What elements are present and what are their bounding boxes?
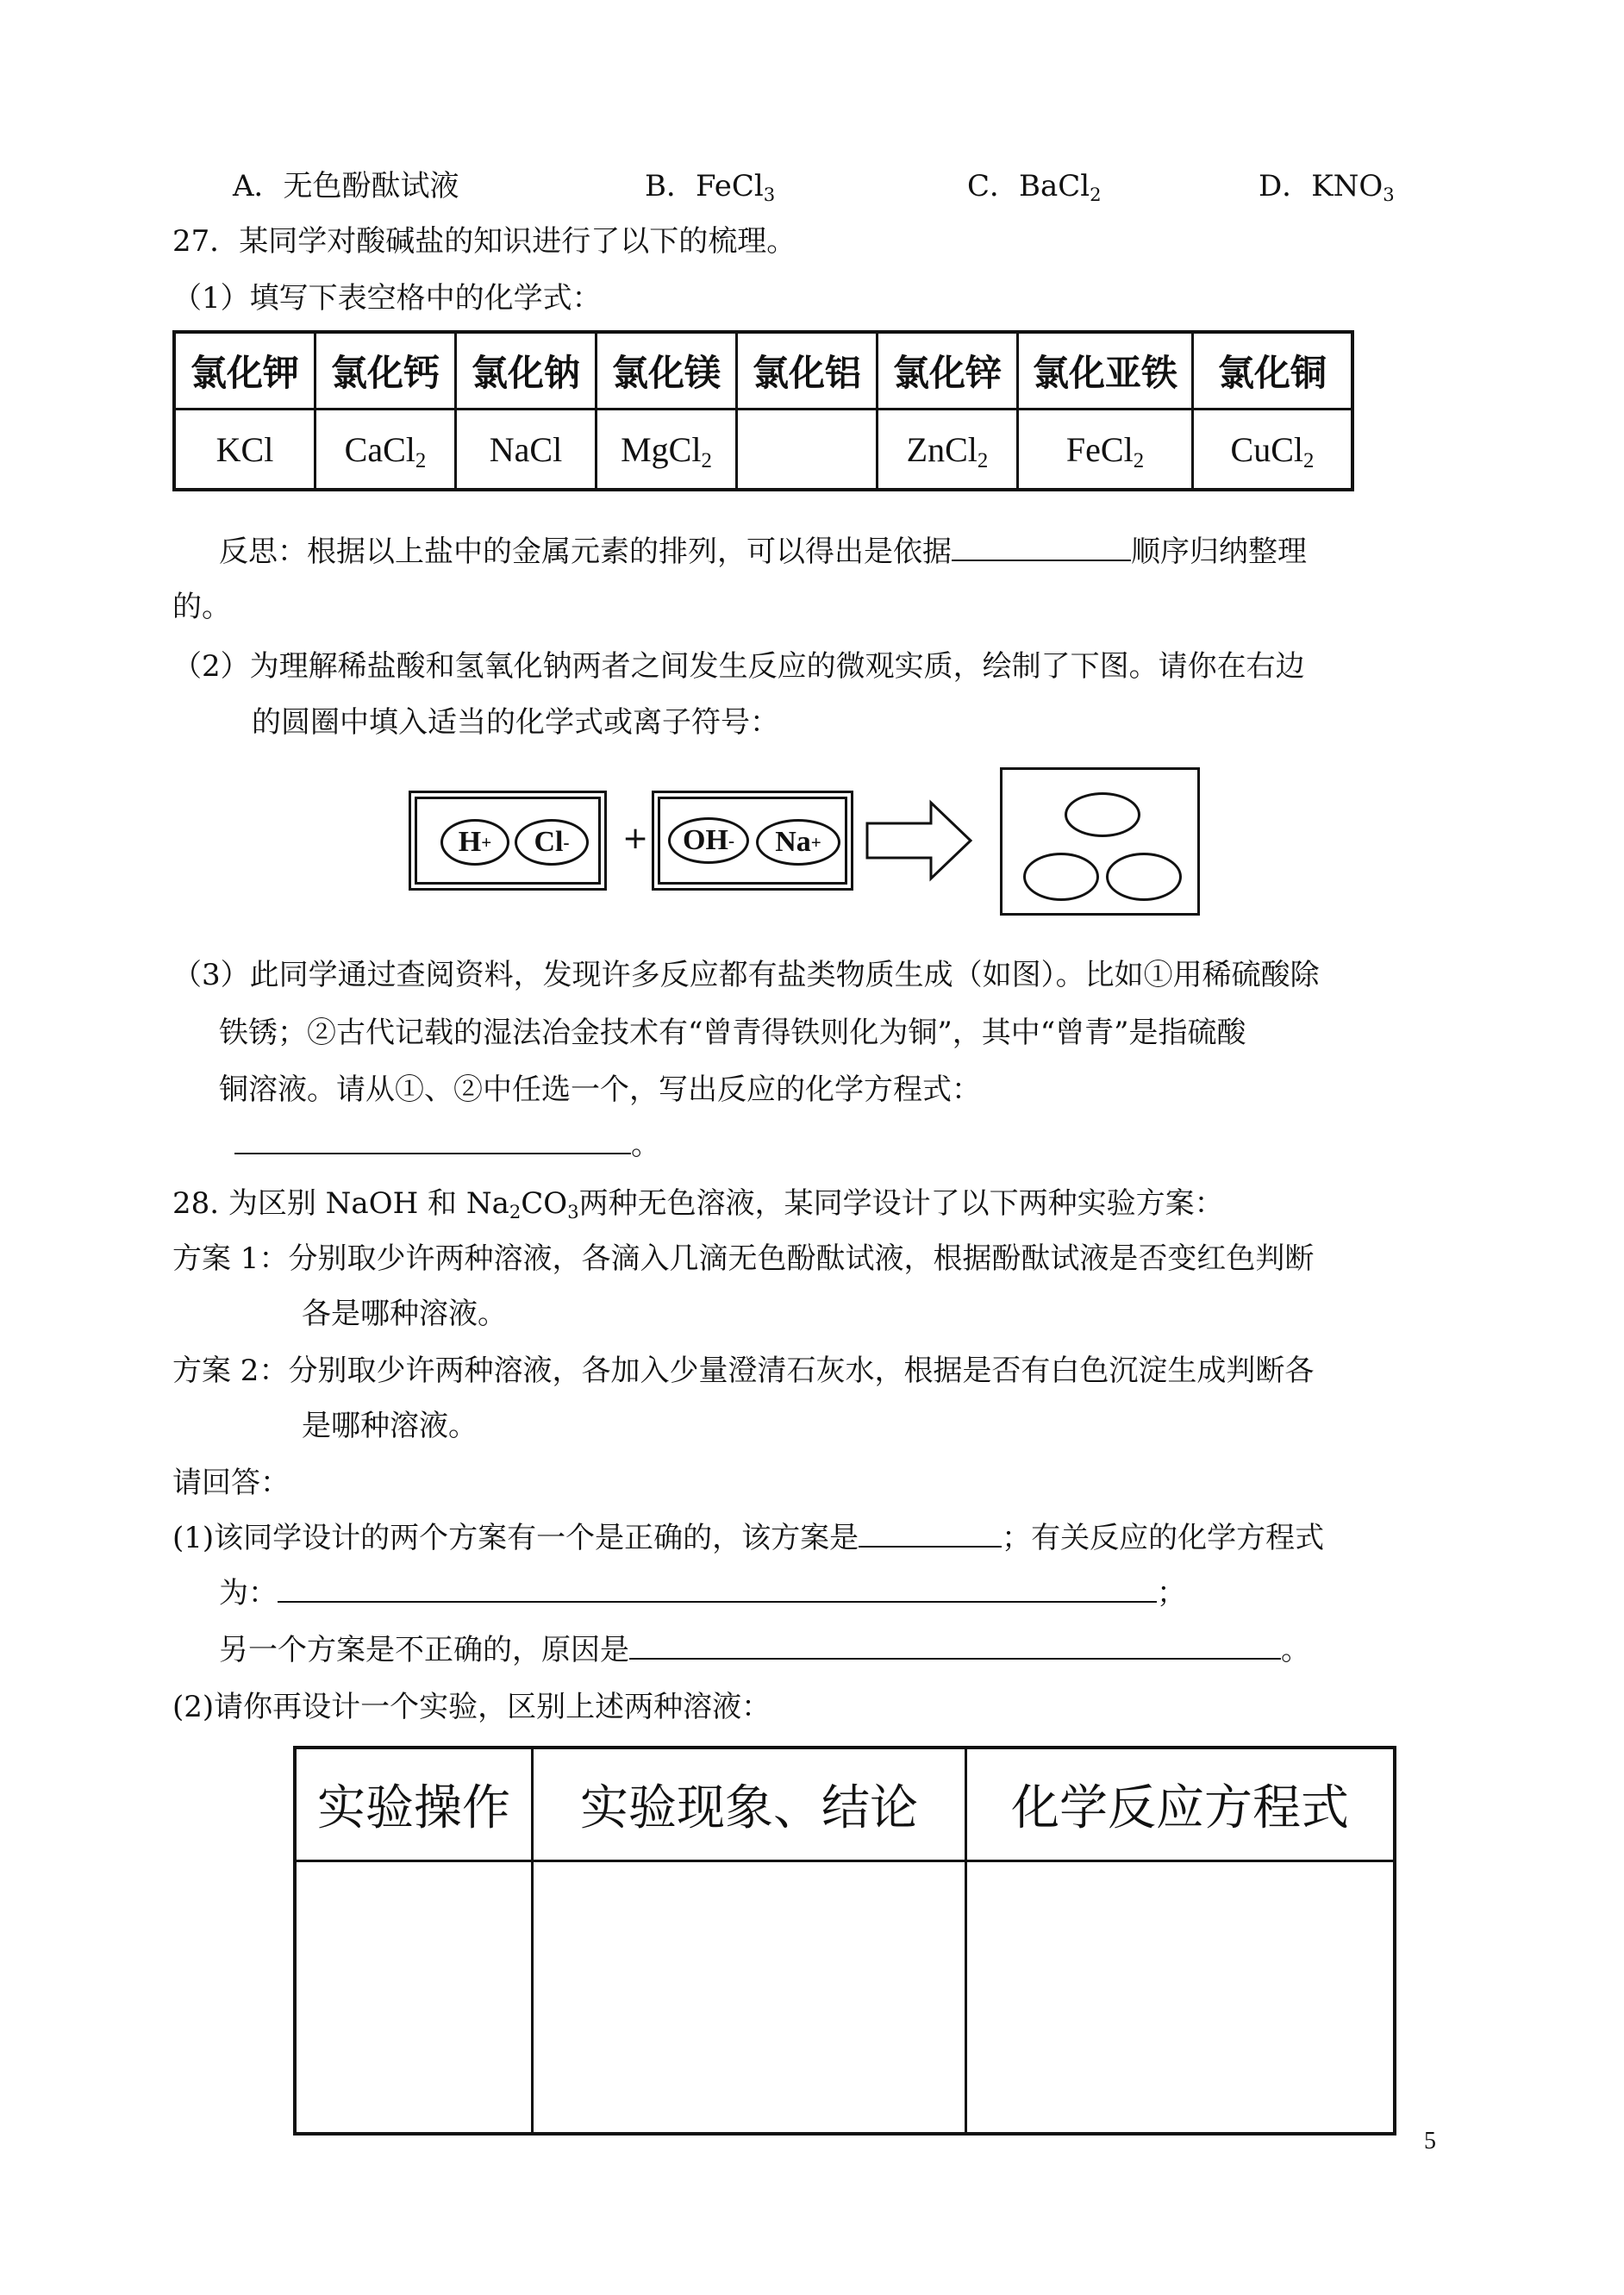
q28-q1-line2: 为： ；	[219, 1576, 1186, 1610]
q28-intro: 28. 为区别 NaOH 和 $Na_2CO_3$两种无色溶液，某同学设计了以下两种实验方案：	[172, 1186, 1224, 1223]
q28-q2: (2)请你再设计一个实验，区别上述两种溶液：	[172, 1690, 771, 1724]
q27-reflect-end: 的。	[172, 590, 231, 624]
salt-name: 氯化铝	[737, 332, 878, 410]
salt-formula-blank[interactable]	[737, 410, 878, 491]
q27-reflect: 反思：根据以上盐中的金属元素的排列，可以得出是依据 顺序归纳整理	[219, 535, 1307, 569]
salt-name: 氯化亚铁	[1018, 332, 1193, 410]
salt-name: 氯化钙	[315, 332, 456, 410]
option-b: B．FeCl$_3$	[645, 169, 776, 205]
q27-part3-answer: 。	[234, 1121, 660, 1163]
q27-part3-line3: 铜溶液。请从①、②中任选一个，写出反应的化学方程式：	[219, 1072, 981, 1107]
q27-part1: （1）填写下表空格中的化学式：	[172, 281, 602, 316]
option-d: D．$KNO_3$	[1259, 169, 1395, 205]
ion-oval: OH -	[668, 817, 749, 864]
answer-blank[interactable]	[234, 1127, 631, 1154]
answer-blank[interactable]	[952, 534, 1131, 561]
salt-formula: CaCl$_2$	[315, 410, 456, 491]
experiment-table	[293, 1746, 1396, 2136]
salt-formula: MgCl$_2$	[597, 410, 737, 491]
q28-plan1-cont: 各是哪种溶液。	[302, 1297, 507, 1331]
answer-oval[interactable]	[1023, 853, 1099, 901]
answer-blank[interactable]	[278, 1575, 1157, 1603]
page-number: 5	[1424, 2128, 1436, 2154]
salt-name: 氯化镁	[597, 332, 737, 410]
acid-box	[409, 791, 607, 891]
q27-part3-line2: 铁锈；②古代记载的湿法冶金技术有“曾青得铁则化为铜”，其中“曾青”是指硫酸	[219, 1016, 1246, 1050]
q27-part2-line2: 的圆圈中填入适当的化学式或离子符号：	[252, 705, 779, 740]
ion-oval: Cl -	[515, 819, 589, 866]
q28-plan2: 方案 2：分别取少许两种溶液，各加入少量澄清石灰水，根据是否有白色沉淀生成判断各	[172, 1354, 1315, 1388]
salt-name: 氯化钠	[456, 332, 597, 410]
col-phenomenon: 实验现象、结论	[533, 1748, 966, 1861]
arrow-right-icon	[864, 797, 976, 884]
q27-intro: 27．某同学对酸碱盐的知识进行了以下的梳理。	[172, 224, 796, 259]
q28-ask: 请回答：	[172, 1466, 290, 1500]
col-equation: 化学反应方程式	[966, 1748, 1396, 1861]
answer-oval[interactable]	[1106, 853, 1182, 901]
col-operation: 实验操作	[295, 1748, 533, 1861]
option-a: A．无色酚酞试液	[233, 169, 459, 203]
salt-name: 氯化铜	[1193, 332, 1353, 410]
q28-plan1: 方案 1：分别取少许两种溶液，各滴入几滴无色酚酞试液，根据酚酞试液是否变红色判断	[172, 1241, 1315, 1276]
q28-q1-line1: (1)该同学设计的两个方案有一个是正确的，该方案是 ；有关反应的化学方程式	[172, 1521, 1325, 1555]
answer-blank[interactable]	[629, 1632, 1281, 1660]
q27-part3-line1: （3）此同学通过查阅资料，发现许多反应都有盐类物质生成（如图）。比如①用稀硫酸除	[172, 958, 1320, 992]
ion-oval: H +	[440, 819, 509, 866]
ion-oval: Na +	[756, 819, 840, 866]
answer-blank[interactable]	[859, 1520, 1002, 1548]
answer-cell[interactable]	[533, 1861, 966, 2135]
salt-formula: NaCl	[456, 410, 597, 491]
plus-sign: +	[622, 821, 649, 856]
product-box	[1000, 767, 1200, 916]
q28-q1-line3: 另一个方案是不正确的，原因是 。	[219, 1633, 1310, 1667]
base-box	[652, 791, 853, 891]
option-c: C．BaCl$_2$	[967, 169, 1102, 205]
salt-formula: KCl	[174, 410, 315, 491]
answer-cell[interactable]	[966, 1861, 1396, 2135]
salt-name: 氯化钾	[174, 332, 315, 410]
experiment-table-row	[295, 1861, 1395, 2135]
answer-cell[interactable]	[295, 1861, 533, 2135]
q27-part2-line1: （2）为理解稀盐酸和氢氧化钠两者之间发生反应的微观实质，绘制了下图。请你在右边	[172, 649, 1305, 684]
experiment-table-header	[295, 1748, 1395, 1861]
answer-oval[interactable]	[1065, 792, 1140, 837]
salt-table-header-row	[174, 332, 1352, 410]
q28-plan2-cont: 是哪种溶液。	[302, 1409, 478, 1443]
salt-table	[172, 330, 1354, 491]
salt-name: 氯化锌	[878, 332, 1018, 410]
salt-formula: FeCl$_2$	[1018, 410, 1193, 491]
salt-formula: CuCl$_2$	[1193, 410, 1353, 491]
salt-formula: ZnCl$_2$	[878, 410, 1018, 491]
salt-table-formula-row	[174, 410, 1352, 491]
